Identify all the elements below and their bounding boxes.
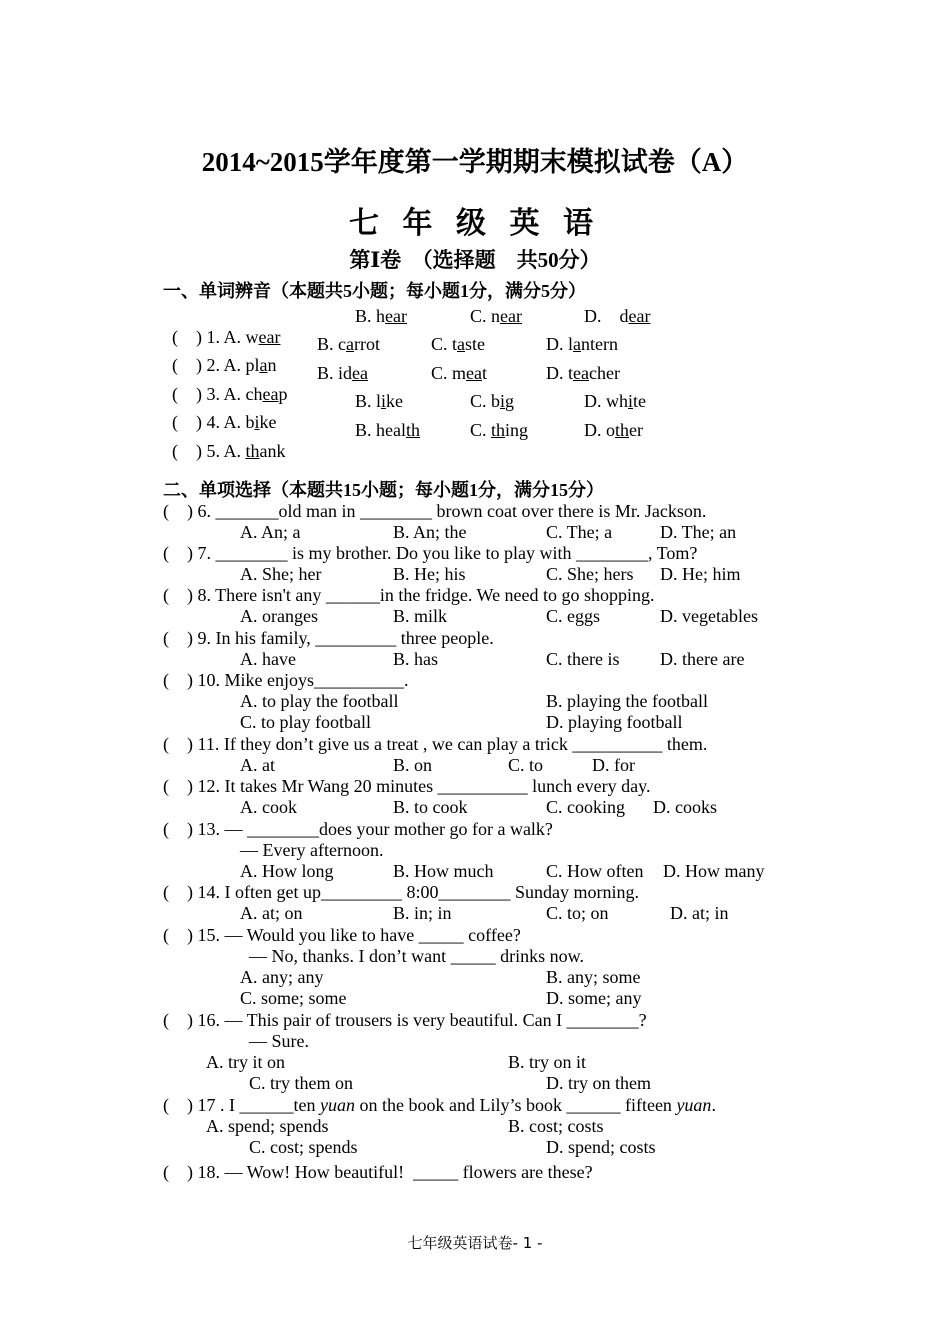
- question-18: ( ) 18. — Wow! How beautiful! _____ flowers are these?: [163, 1162, 593, 1182]
- question-13-reply: — Every afternoon.: [240, 840, 384, 860]
- question-15-options-ab: A. any; any B. any; some: [240, 967, 641, 987]
- question-16-reply: — Sure.: [249, 1031, 309, 1051]
- question-12-options: A. cook B. to cook C. cooking D. cooks: [240, 797, 717, 817]
- question-8-options: A. oranges B. milk C. eggs D. vegetables: [240, 606, 758, 626]
- question-10: ( ) 10. Mike enjoys__________.: [163, 670, 409, 690]
- question-14-options: A. at; on B. in; in C. to; on D. at; in: [240, 903, 729, 923]
- question-16-options-cd: C. try them on D. try on them: [249, 1073, 651, 1093]
- question-6: ( ) 6. _______old man in ________ brown coat over there is Mr. Jackson.: [163, 501, 707, 521]
- question-11: ( ) 11. If they don’t give us a treat , we can play a trick __________ them.: [163, 734, 708, 754]
- question-17-options-ab: A. spend; spends B. cost; costs: [206, 1116, 604, 1136]
- question-1: ( ) 1. A. wear B. hear C. near D. dear: [172, 306, 651, 347]
- page-footer: 七年级英语试卷- 1 -: [407, 1234, 543, 1252]
- question-16: ( ) 16. — This pair of trousers is very beautiful. Can I ________?: [163, 1010, 647, 1030]
- question-10-options-ab: A. to play the football B. playing the football: [240, 691, 708, 711]
- question-12: ( ) 12. It takes Mr Wang 20 minutes __________ lunch every day.: [163, 776, 651, 796]
- question-15: ( ) 15. — Would you like to have _____ coffee?: [163, 925, 521, 945]
- question-7: ( ) 7. ________ is my brother. Do you like to play with ________, Tom?: [163, 543, 698, 563]
- question-9: ( ) 9. In his family, _________ three people.: [163, 628, 494, 648]
- question-8: ( ) 8. There isn't any ______in the fridge. We need to go shopping.: [163, 585, 655, 605]
- question-13-options: A. How long B. How much C. How often D. How many: [240, 861, 765, 881]
- question-5: ( ) 5. A. thank B. health C. thing D. other: [172, 420, 643, 461]
- question-15-options-cd: C. some; some D. some; any: [240, 988, 642, 1008]
- question-15-reply: — No, thanks. I don’t want _____ drinks now.: [249, 946, 584, 966]
- question-17-options-cd: C. cost; spends D. spend; costs: [249, 1137, 656, 1157]
- question-4: ( ) 4. A. bike B. like C. big D. white: [172, 391, 647, 432]
- question-2: ( ) 2. A. plan B. carrot C. taste D. lantern: [172, 334, 618, 375]
- exam-subject: 七 年 级 英 语: [349, 207, 601, 240]
- question-9-options: A. have B. has C. there is D. there are: [240, 649, 745, 669]
- section2-heading: 二、单项选择（本题共15小题；每小题1分，满分15分）: [163, 480, 604, 500]
- section1-heading: 一、单词辨音（本题共5小题；每小题1分，满分5分）: [163, 281, 586, 301]
- exam-title: 2014~2015学年度第一学期期末模拟试卷（A）: [201, 147, 749, 177]
- question-3: ( ) 3. A. cheap B. idea C. meat D. teacher: [172, 363, 620, 404]
- question-7-options: A. She; her B. He; his C. She; hers D. He; him: [240, 564, 741, 584]
- question-13: ( ) 13. — ________does your mother go for a walk?: [163, 819, 553, 839]
- question-17: ( ) 17 . I ______ten yuan on the book and Lily’s book ______ fifteen yuan.: [163, 1095, 716, 1115]
- question-6-options: A. An; a B. An; the C. The; a D. The; an: [240, 522, 737, 542]
- exam-part: 第Ⅰ卷 （选择题 共50分）: [349, 248, 601, 272]
- question-11-options: A. at B. on C. to D. for: [240, 755, 635, 775]
- question-10-options-cd: C. to play football D. playing football: [240, 712, 683, 732]
- question-16-options-ab: A. try it on B. try on it: [206, 1052, 587, 1072]
- question-14: ( ) 14. I often get up_________ 8:00________ Sunday morning.: [163, 882, 639, 902]
